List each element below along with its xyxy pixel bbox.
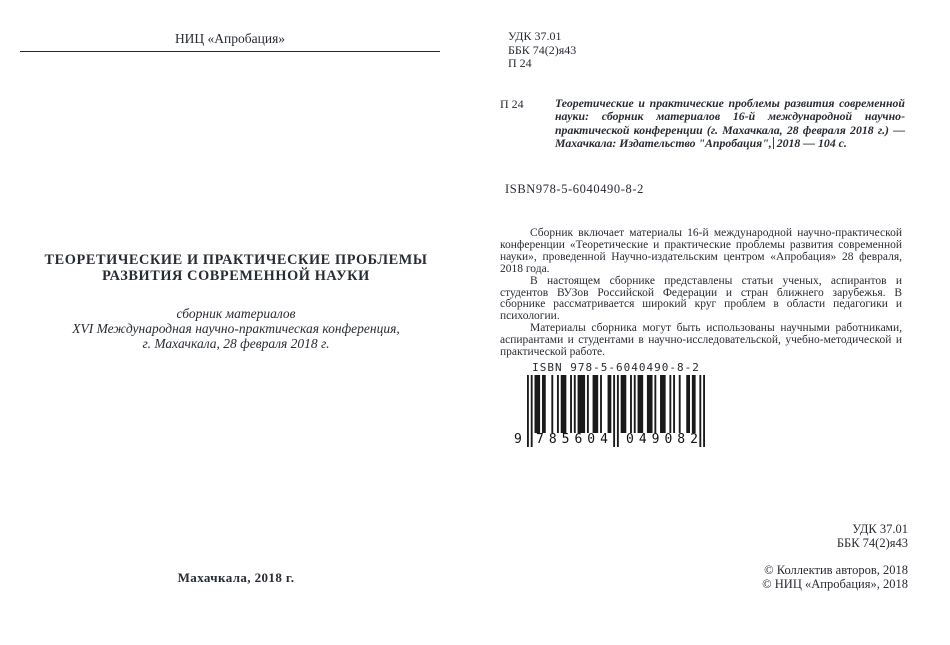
bbk-code: ББК 74(2)я43 xyxy=(508,42,577,57)
biblio-label: П 24 xyxy=(500,97,524,111)
subtitle-line-conference: XVI Международная научно-практическая конференция, xyxy=(72,321,400,336)
right-page xyxy=(495,0,913,645)
bibliographic-entry xyxy=(495,97,907,150)
left-page xyxy=(20,0,452,645)
author-sign-code: П 24 xyxy=(508,56,532,71)
udk-code: УДК 37.01 xyxy=(508,29,562,43)
subtitle-line-type: сборник материалов xyxy=(176,306,296,321)
bottom-udk-code: УДК 37.01 xyxy=(852,522,908,536)
copyright-authors: © Коллектив авторов, 2018 xyxy=(764,563,908,577)
abstract-paragraph-1: Сборник включает материалы 16-й международной научно-практической конференции «Теоретические и практические проблемы развития современной науки», проведенной Научно-издательским центром «Апробация» 28 февраля, 2018 года. xyxy=(500,227,902,275)
text-caret-artifact xyxy=(773,137,774,149)
barcode-digit-leading: 9 xyxy=(514,432,522,447)
barcode-digits-right-group: 049082 xyxy=(626,432,703,447)
publisher-header xyxy=(20,30,440,52)
book-title: ТЕОРЕТИЧЕСКИЕ И ПРАКТИЧЕСКИЕ ПРОБЛЕМЫ РАЗВИТИЯ СОВРЕМЕННОЙ НАУКИ xyxy=(44,252,428,284)
barcode-digits-left-group: 785604 xyxy=(536,432,613,447)
biblio-text xyxy=(555,97,905,150)
abstract-block xyxy=(500,228,902,359)
top-classification-codes xyxy=(508,30,576,71)
subtitle-block xyxy=(20,306,452,351)
ean13-barcode xyxy=(514,375,705,447)
bottom-classification-codes xyxy=(837,522,908,550)
abstract-paragraph-2: В настоящем сборнике представлены статьи ученых, аспирантов и студентов ВУЗов Российской Федерации и стран ближнего зарубежья. В сборнике рассматривается широкий круг проблем в области педагогики и психологии. xyxy=(500,274,902,323)
copyright-block xyxy=(762,564,908,591)
publisher-name: НИЦ «Апробация» xyxy=(174,31,286,46)
biblio-text-part2: 2018 — 104 с. xyxy=(776,135,847,150)
imprint-city-year: Махачкала, 2018 г. xyxy=(177,570,295,585)
isbn-line: ISBN978-5-6040490-8-2 xyxy=(505,182,644,196)
barcode-isbn-text: ISBN 978-5-6040490-8-2 xyxy=(532,361,700,374)
abstract-paragraph-3: Материалы сборника могут быть использованы научными работниками, аспирантами и студентами в научно-исследовательской, учебно-методической и практической работе. xyxy=(500,322,902,359)
bottom-bbk-code: ББК 74(2)я43 xyxy=(836,536,908,550)
subtitle-line-place-date: г. Махачкала, 28 февраля 2018 г. xyxy=(142,336,330,351)
biblio-text-part1: Теоретические и практические проблемы развития современной науки: сборник материалов 16-й международной научно-практической конференции (г. Махачкала, 28 февраля 2018 г.) — Махачкала: Издательство "Апробация", xyxy=(555,96,905,150)
copyright-publisher: © НИЦ «Апробация», 2018 xyxy=(762,576,908,591)
